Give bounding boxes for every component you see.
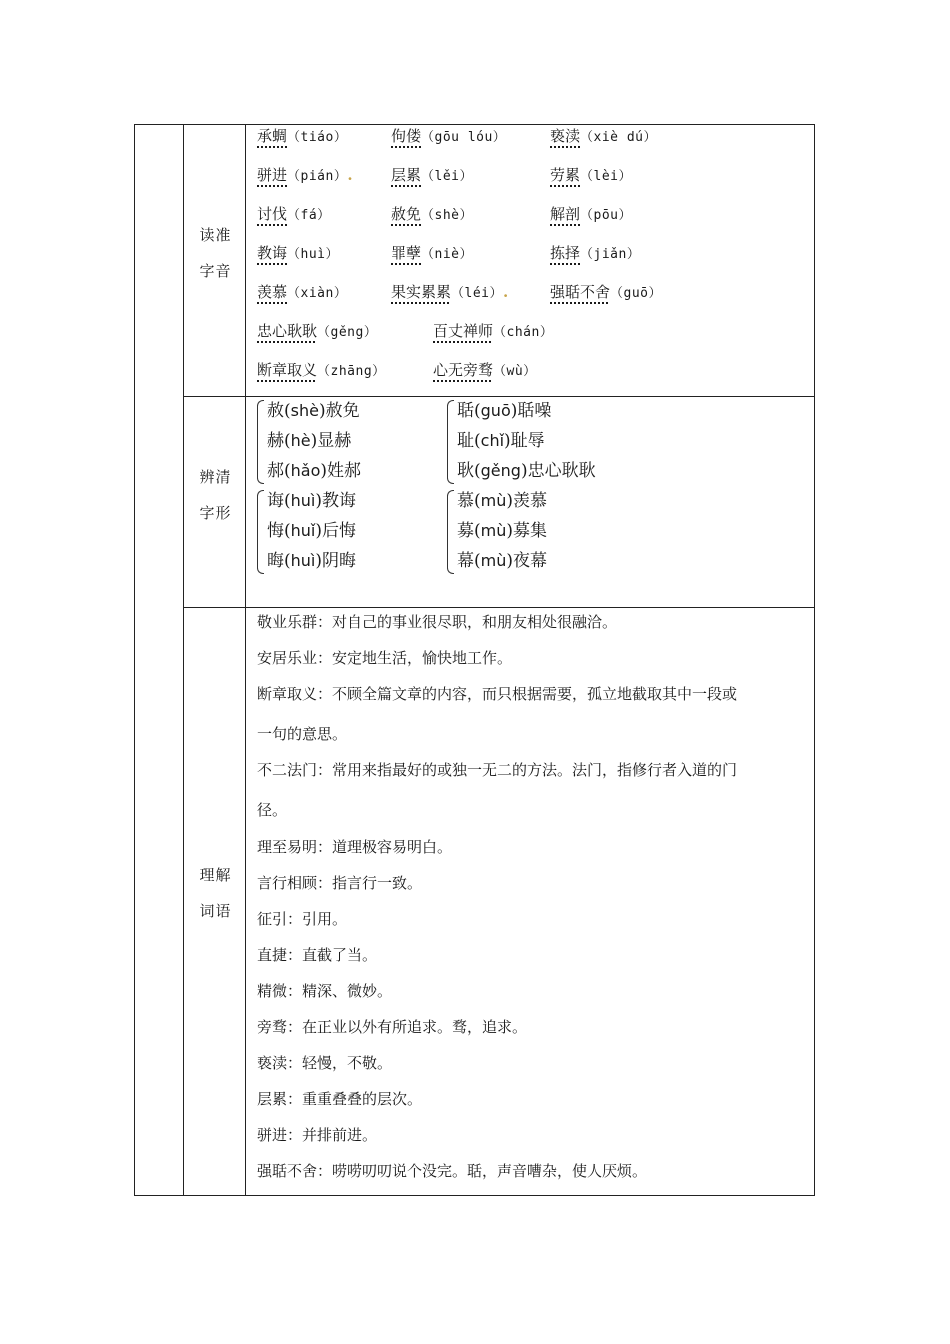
shape-line: 幕(mù)夜幕 xyxy=(457,551,548,571)
meaning-label: 理解 词语 xyxy=(199,866,232,920)
pronunciation-item: 亵渎（xiè dú） xyxy=(550,127,657,145)
definition-line: 直捷：直截了当。 xyxy=(257,946,378,964)
pronunciation-cell xyxy=(247,125,810,396)
pronunciation-item: 强聒不舍（guō） xyxy=(550,283,662,301)
definition-line: 不二法门：常用来指最好的或独一无二的方法。法门，指修行者入道的门 xyxy=(257,761,738,779)
pronunciation-item: 百丈禅师（chán） xyxy=(433,322,554,340)
definition-line: 安居乐业：安定地生活，愉快地工作。 xyxy=(257,649,513,667)
definition-line: 亵渎：轻慢，不敬。 xyxy=(257,1054,393,1072)
shape-line: 诲(huì)教诲 xyxy=(267,491,357,511)
pronunciation-item: 忠心耿耿（gěng） xyxy=(257,322,378,340)
pronunciation-item: 层累（lěi） xyxy=(391,166,473,184)
shape-line: 赦(shè)赦免 xyxy=(267,401,360,421)
shape-line: 募(mù)募集 xyxy=(457,521,548,541)
pronunciation-item: 罪孽（niè） xyxy=(391,244,473,262)
brace-icon xyxy=(447,400,454,484)
pronunciation-item: 心无旁骛（wù） xyxy=(433,361,537,379)
pronunciation-item: 承蜩（tiáo） xyxy=(257,127,348,145)
pronunciation-item: 讨伐（fá） xyxy=(257,205,331,223)
shape-line: 聒(guō)聒噪 xyxy=(457,401,552,421)
pronunciation-item: 骈进（pián）. xyxy=(257,166,353,184)
definition-line: 理至易明：道理极容易明白。 xyxy=(257,838,453,856)
brace-icon xyxy=(447,490,454,574)
definition-line: 一句的意思。 xyxy=(257,725,348,743)
pronunciation-item: 羡慕（xiàn） xyxy=(257,283,348,301)
brace-icon xyxy=(257,400,264,484)
shapes-label: 辨清 字形 xyxy=(199,468,232,522)
pronunciation-item: 解剖（pōu） xyxy=(550,205,632,223)
shape-group xyxy=(257,486,437,578)
shape-line: 赫(hè)显赫 xyxy=(267,431,352,451)
definition-line: 径。 xyxy=(257,801,288,819)
shape-line: 耻(chǐ)耻辱 xyxy=(457,431,545,451)
definition-line: 骈进：并排前进。 xyxy=(257,1126,378,1144)
pronunciation-item: 教诲（huì） xyxy=(257,244,339,262)
pronunciation-item: 赦免（shè） xyxy=(391,205,473,223)
shapes-cell xyxy=(247,396,810,607)
definition-line: 强聒不舍：唠唠叨叨说个没完。聒，声音嘈杂，使人厌烦。 xyxy=(257,1162,648,1180)
table-divider xyxy=(183,125,184,1195)
shape-line: 慕(mù)羡慕 xyxy=(457,491,548,511)
shape-line: 悔(huǐ)后悔 xyxy=(267,521,357,541)
pronunciation-label: 读准 字音 xyxy=(199,226,232,280)
pronunciation-item: 果实累累（léi）. xyxy=(391,283,509,301)
definition-line: 层累：重重叠叠的层次。 xyxy=(257,1090,423,1108)
shape-group xyxy=(447,486,707,578)
definition-line: 敬业乐群：对自己的事业很尽职，和朋友相处很融洽。 xyxy=(257,613,618,631)
brace-icon xyxy=(257,490,264,574)
definition-line: 言行相顾：指言行一致。 xyxy=(257,874,423,892)
shape-line: 耿(gěng)忠心耿耿 xyxy=(457,461,596,481)
shape-line: 郝(hǎo)姓郝 xyxy=(267,461,362,481)
definition-line: 旁骛：在正业以外有所追求。骛，追求。 xyxy=(257,1018,528,1036)
shape-group xyxy=(447,396,707,488)
definitions-cell xyxy=(247,607,810,1197)
pronunciation-item: 劳累（lèi） xyxy=(550,166,632,184)
vocabulary-table xyxy=(134,124,815,1196)
definition-line: 精微：精深、微妙。 xyxy=(257,982,393,1000)
shape-group xyxy=(257,396,437,488)
shape-line: 晦(huì)阴晦 xyxy=(267,551,357,571)
definition-line: 断章取义：不顾全篇文章的内容，而只根据需要，孤立地截取其中一段或 xyxy=(257,685,738,703)
pronunciation-item: 拣择（jiǎn） xyxy=(550,244,641,262)
pronunciation-item: 佝偻（gōu lóu） xyxy=(391,127,507,145)
pronunciation-item: 断章取义（zhāng） xyxy=(257,361,386,379)
definition-line: 征引：引用。 xyxy=(257,910,348,928)
